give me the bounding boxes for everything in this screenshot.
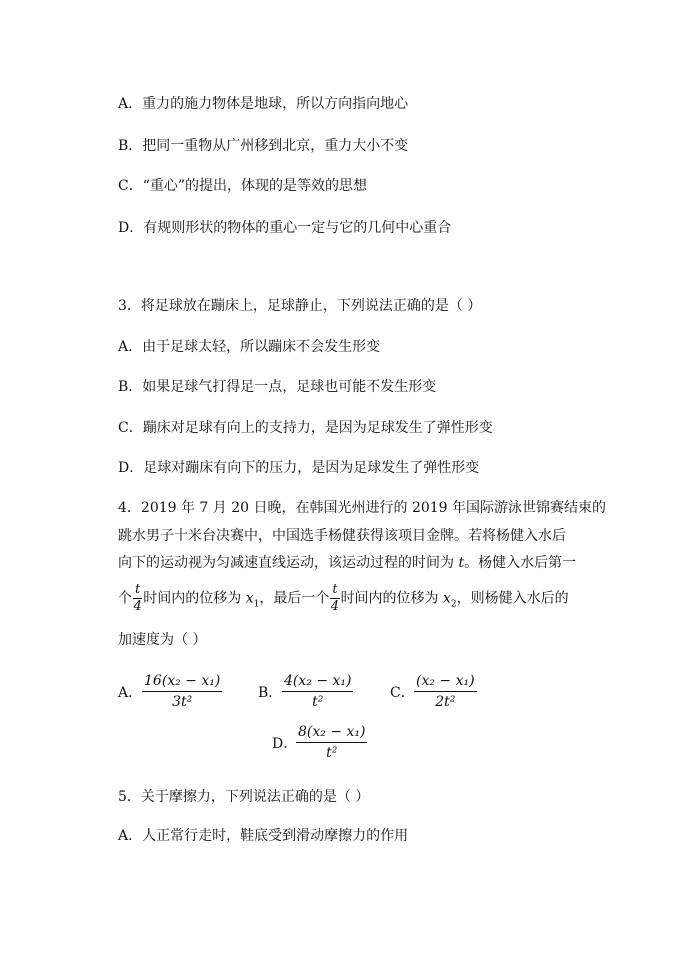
q2-option-d: D．有规则形状的物体的重心一定与它的几何中心重合 xyxy=(118,220,452,236)
q3-option-d: D．足球对蹦床有向下的压力，是因为足球发生了弹性形变 xyxy=(118,460,480,476)
q2-option-a: A．重力的施力物体是地球，所以方向指向地心 xyxy=(118,96,409,112)
q4-option-b-fraction: $\frac{\text{4(x₂ − x₁)}}{\text{t²}}$ xyxy=(284,673,352,710)
q4-line-4: 个 $\frac{t}{4}$ 时间内的位移为 $x_1$，最后一个 $\frac{t}{4}$ 时间内的位移为 $x_2$，则杨健入水后的 xyxy=(118,582,569,614)
q2-option-c: C．“重心”的提出，体现的是等效的思想 xyxy=(118,178,368,194)
t-over-4-fraction: $\frac{t}{4}$ xyxy=(133,582,142,614)
q2-option-b: B．把同一重物从广州移到北京，重力大小不变 xyxy=(118,138,409,154)
q4-option-b-label: B． xyxy=(258,685,283,701)
q3-option-b: B．如果足球气打得足一点，足球也可能不发生形变 xyxy=(118,379,437,395)
q3-option-c: C．蹦床对足球有向上的支持力，是因为足球发生了弹性形变 xyxy=(118,420,493,436)
q4-line-1: 4．2019 年 7 月 20 日晚，在韩国光州进行的 2019 年国际游泳世锦赛结束的 xyxy=(118,500,607,516)
q4-option-c-fraction: $\frac{\text{(x₂ − x₁)}}{\text{2t²}}$ xyxy=(416,673,475,710)
q5-option-a: A．人正常行走时，鞋底受到滑动摩擦力的作用 xyxy=(118,828,409,844)
q4-option-c-label: C． xyxy=(390,685,415,701)
q3-stem: 3．将足球放在蹦床上，足球静止，下列说法正确的是（ ） xyxy=(118,298,482,314)
q4-option-d-fraction: $\frac{\text{8(x₂ − x₁)}}{\text{t²}}$ xyxy=(298,724,366,761)
q5-stem: 5．关于摩擦力，下列说法正确的是（ ） xyxy=(118,789,370,805)
q4-option-d-label: D． xyxy=(272,736,298,752)
q4-line-5: 加速度为（ ） xyxy=(118,632,207,648)
t-over-4-fraction-2: $\frac{t}{4}$ xyxy=(330,582,340,614)
q3-option-a: A．由于足球太轻，所以蹦床不会发生形变 xyxy=(118,339,381,355)
q4-line-3: 向下的运动视为匀减速直线运动，该运动过程的时间为 t。杨健入水后第一 xyxy=(118,555,577,571)
q4-option-a-fraction: $\frac{\text{16(x₂ − x₁)}}{\text{3t²}}$ xyxy=(144,673,221,710)
q4-line-2: 跳水男子十米台决赛中，中国选手杨健获得该项目金牌。若将杨健入水后 xyxy=(118,528,566,544)
q4-option-a-label: A． xyxy=(118,685,143,701)
